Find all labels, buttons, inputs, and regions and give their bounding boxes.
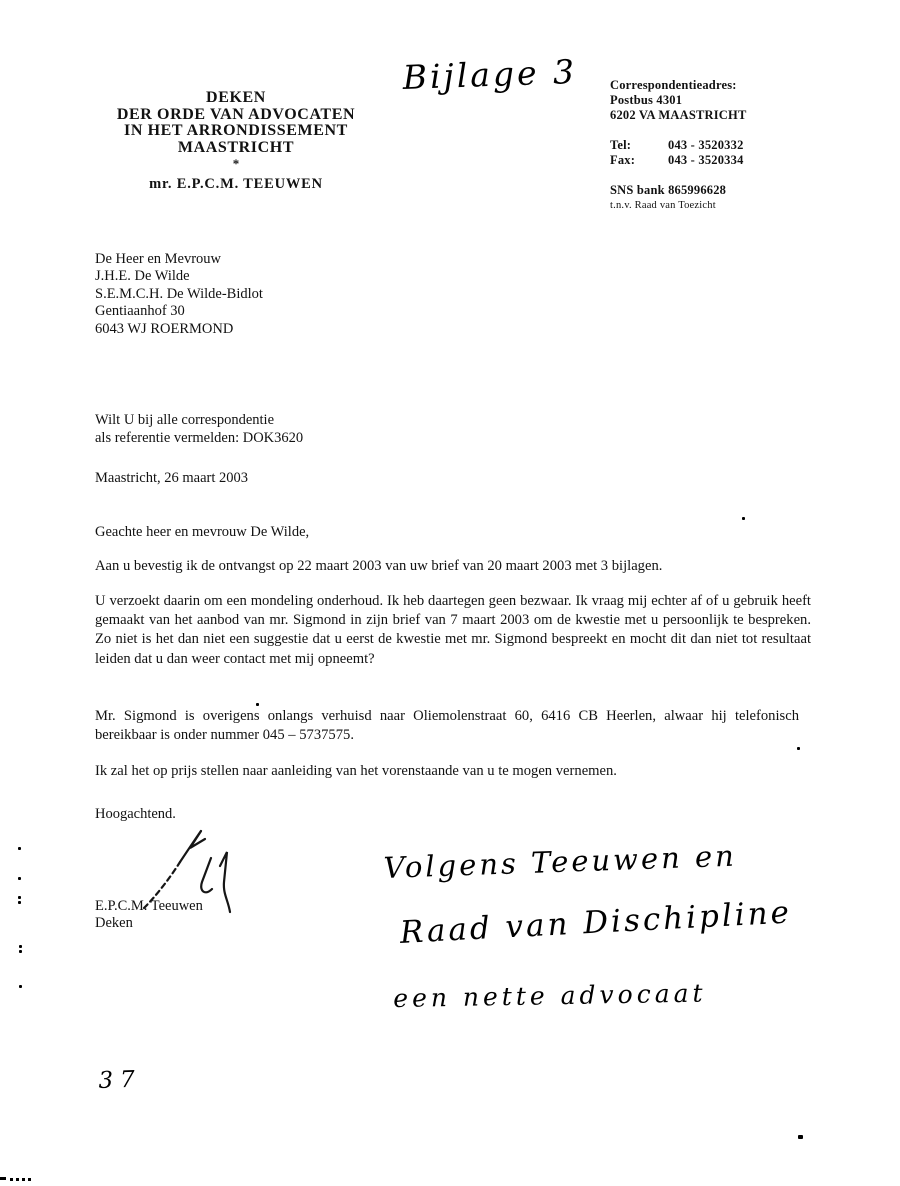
bank-block [610,183,747,213]
scan-speck [18,847,21,850]
handwritten-note-line: een nette advocaat [393,978,707,1013]
scan-edge-mark [22,1178,25,1181]
sender-name: mr. E.P.C.M. TEEUWEN [149,176,323,192]
correspondence-block [610,78,747,228]
letterhead-title-line: DER ORDE VAN ADVOCATEN [116,105,356,123]
signer-block [95,898,203,932]
dateline: Maastricht, 26 maart 2003 [95,470,249,486]
handwritten-note-line: Raad van Dischipline [399,894,793,951]
scan-edge-mark [10,1178,13,1181]
recipient-line: J.H.E. De Wilde [95,268,190,285]
scan-speck [18,877,21,880]
scan-speck [18,896,21,899]
correspondence-postbus: Postbus 4301 [610,93,683,107]
letterhead-title-line: MAASTRICHT [177,138,295,156]
tel-row [610,138,747,153]
handwritten-bijlage-note: Bijlage 3 [402,51,578,97]
recipient-line: Gentiaanhof 30 [95,303,185,320]
bank-holder: t.n.v. Raad van Toezicht [610,200,716,211]
fax-row [610,153,747,168]
scan-speck [19,945,22,948]
recipient-address [95,251,263,338]
correspondence-city: 6202 VA MAASTRICHT [610,108,747,122]
scan-edge-mark [0,1177,6,1180]
scan-speck [798,1135,803,1139]
signer-name: E.P.C.M. Teeuwen [95,898,203,914]
star-icon: * [232,156,240,171]
reference-line: Wilt U bij alle correspondentie [95,412,274,428]
body-paragraph: U verzoekt daarin om een mondeling onderhoud. Ik heb daartegen geen bezwaar. Ik vraag mij echter af of u gebruik heeft gemaakt van het aanbod van mr. Sigmond in zijn brief van 7 maart 2003 om de kwestie met u persoonlijk te bespreken. Zo niet is het dan niet een suggestie dat u eerst de kwestie met mr. Sigmond bespreekt en mocht dit dan niet tot resultaat leiden dat u dan weer contact met mij opneemt? [95,593,811,667]
tel-number: 043 - 3520332 [668,138,744,152]
scan-speck [19,985,22,988]
body-paragraph: Ik zal het op prijs stellen naar aanleiding van het vorenstaande van u te mogen vernemen. [95,763,617,779]
signer-title: Deken [95,915,133,931]
scan-speck [742,517,745,520]
fax-label: Fax: [610,153,636,167]
scan-speck [18,901,21,904]
reference-line: als referentie vermelden: DOK3620 [95,430,304,446]
valediction: Hoogachtend. [95,806,176,822]
letterhead [90,90,382,193]
scan-edge-mark [16,1178,19,1181]
body-paragraph: Mr. Sigmond is overigens onlangs verhuisd naar Oliemolenstraat 60, 6416 CB Heerlen, alwaar hij telefonisch bereikbaar is onder nummer 045 – 5737575. [95,708,799,744]
recipient-line: S.E.M.C.H. De Wilde-Bidlot [95,285,263,302]
correspondence-label: Correspondentieadres: [610,78,737,92]
scan-speck [256,703,259,706]
recipient-line: De Heer en Mevrouw [95,251,222,267]
scan-speck [19,950,22,953]
salutation: Geachte heer en mevrouw De Wilde, [95,524,310,540]
correspondence-address [610,78,747,123]
phone-fax-block [610,138,747,168]
letterhead-title-line: DEKEN [206,89,266,106]
handwritten-note-line: Volgens Teeuwen en [383,838,738,885]
fax-number: 043 - 3520334 [668,153,744,167]
recipient-line: 6043 WJ ROERMOND [95,320,234,337]
body-paragraph: Aan u bevestig ik de ontvangst op 22 maart 2003 van uw brief van 20 maart 2003 met 3 bijlagen. [95,558,663,574]
bank-account: SNS bank 865996628 [610,183,727,197]
scan-speck [797,747,800,750]
letterhead-title-line: IN HET ARRONDISSEMENT [124,122,348,139]
tel-label: Tel: [610,138,632,152]
reference-block [95,411,303,447]
scan-edge-mark [28,1178,31,1181]
handwritten-page-number: 37 [98,1066,143,1094]
